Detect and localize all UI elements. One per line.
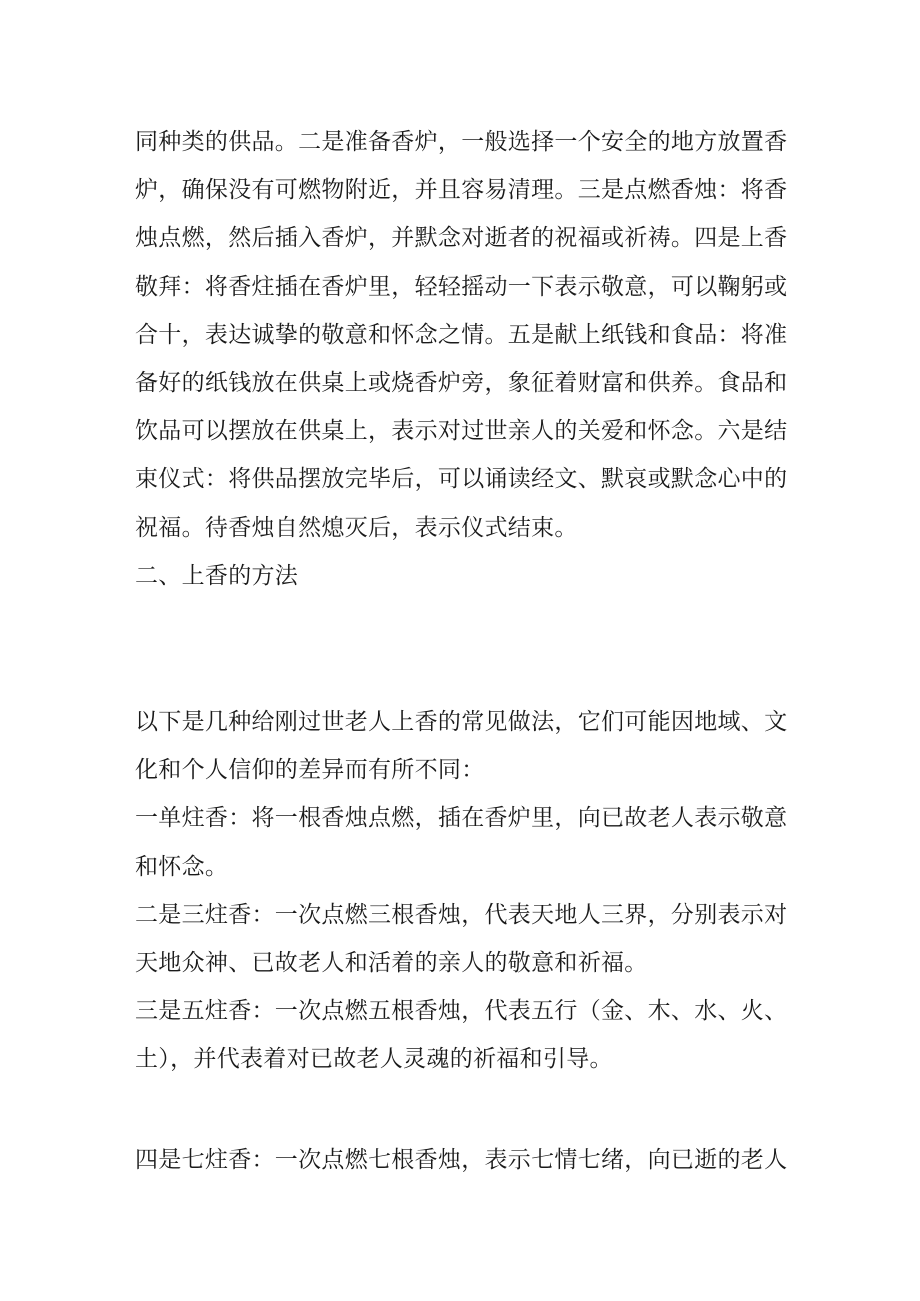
method-seven-incense: 四是七炷香：一次点燃七根香烛，表示七情七绪，向已逝的老人: [135, 1147, 788, 1173]
method-five-incense: 三是五炷香：一次点燃五根香烛，代表五行（金、木、水、火、土），并代表着对已故老人灵魂的祈福和引导。: [135, 998, 788, 1073]
intro-text-block: [135, 118, 795, 600]
section-heading: 二、上香的方法: [135, 562, 299, 589]
continuation-paragraph: 同种类的供品。二是准备香炉，一般选择一个安全的地方放置香炉，确保没有可燃物附近，并且容易清理。三是点燃香烛：将香烛点燃，然后插入香炉，并默念对逝者的祝福或祈祷。四是上香敬拜：将香炷插在香炉里，轻轻摇动一下表示敬意，可以鞠躬或合十，表达诚挚的敬意和怀念之情。五是献上纸钱和食品：将准备好的纸钱放在供桌上或烧香炉旁，象征着财富和供养。食品和饮品可以摆放在供桌上，表示对过世亲人的关爱和怀念。六是结束仪式：将供品摆放完毕后，可以诵读经文、默哀或默念心中的祝福。待香烛自然熄灭后，表示仪式结束。: [135, 129, 788, 541]
method-single-incense: 一单炷香：将一根香烛点燃，插在香炉里，向已故老人表示敬意和怀念。: [135, 805, 788, 880]
method-intro-paragraph: 以下是几种给刚过世老人上香的常见做法，它们可能因地域、文化和个人信仰的差异而有所不同：: [135, 709, 788, 784]
method-three-incense: 二是三炷香：一次点燃三根香烛，代表天地人三界，分别表示对天地众神、已故老人和活着的亲人的敬意和祈福。: [135, 901, 788, 977]
method-seven-block: [135, 1136, 795, 1184]
methods-text-block: [135, 698, 795, 1084]
